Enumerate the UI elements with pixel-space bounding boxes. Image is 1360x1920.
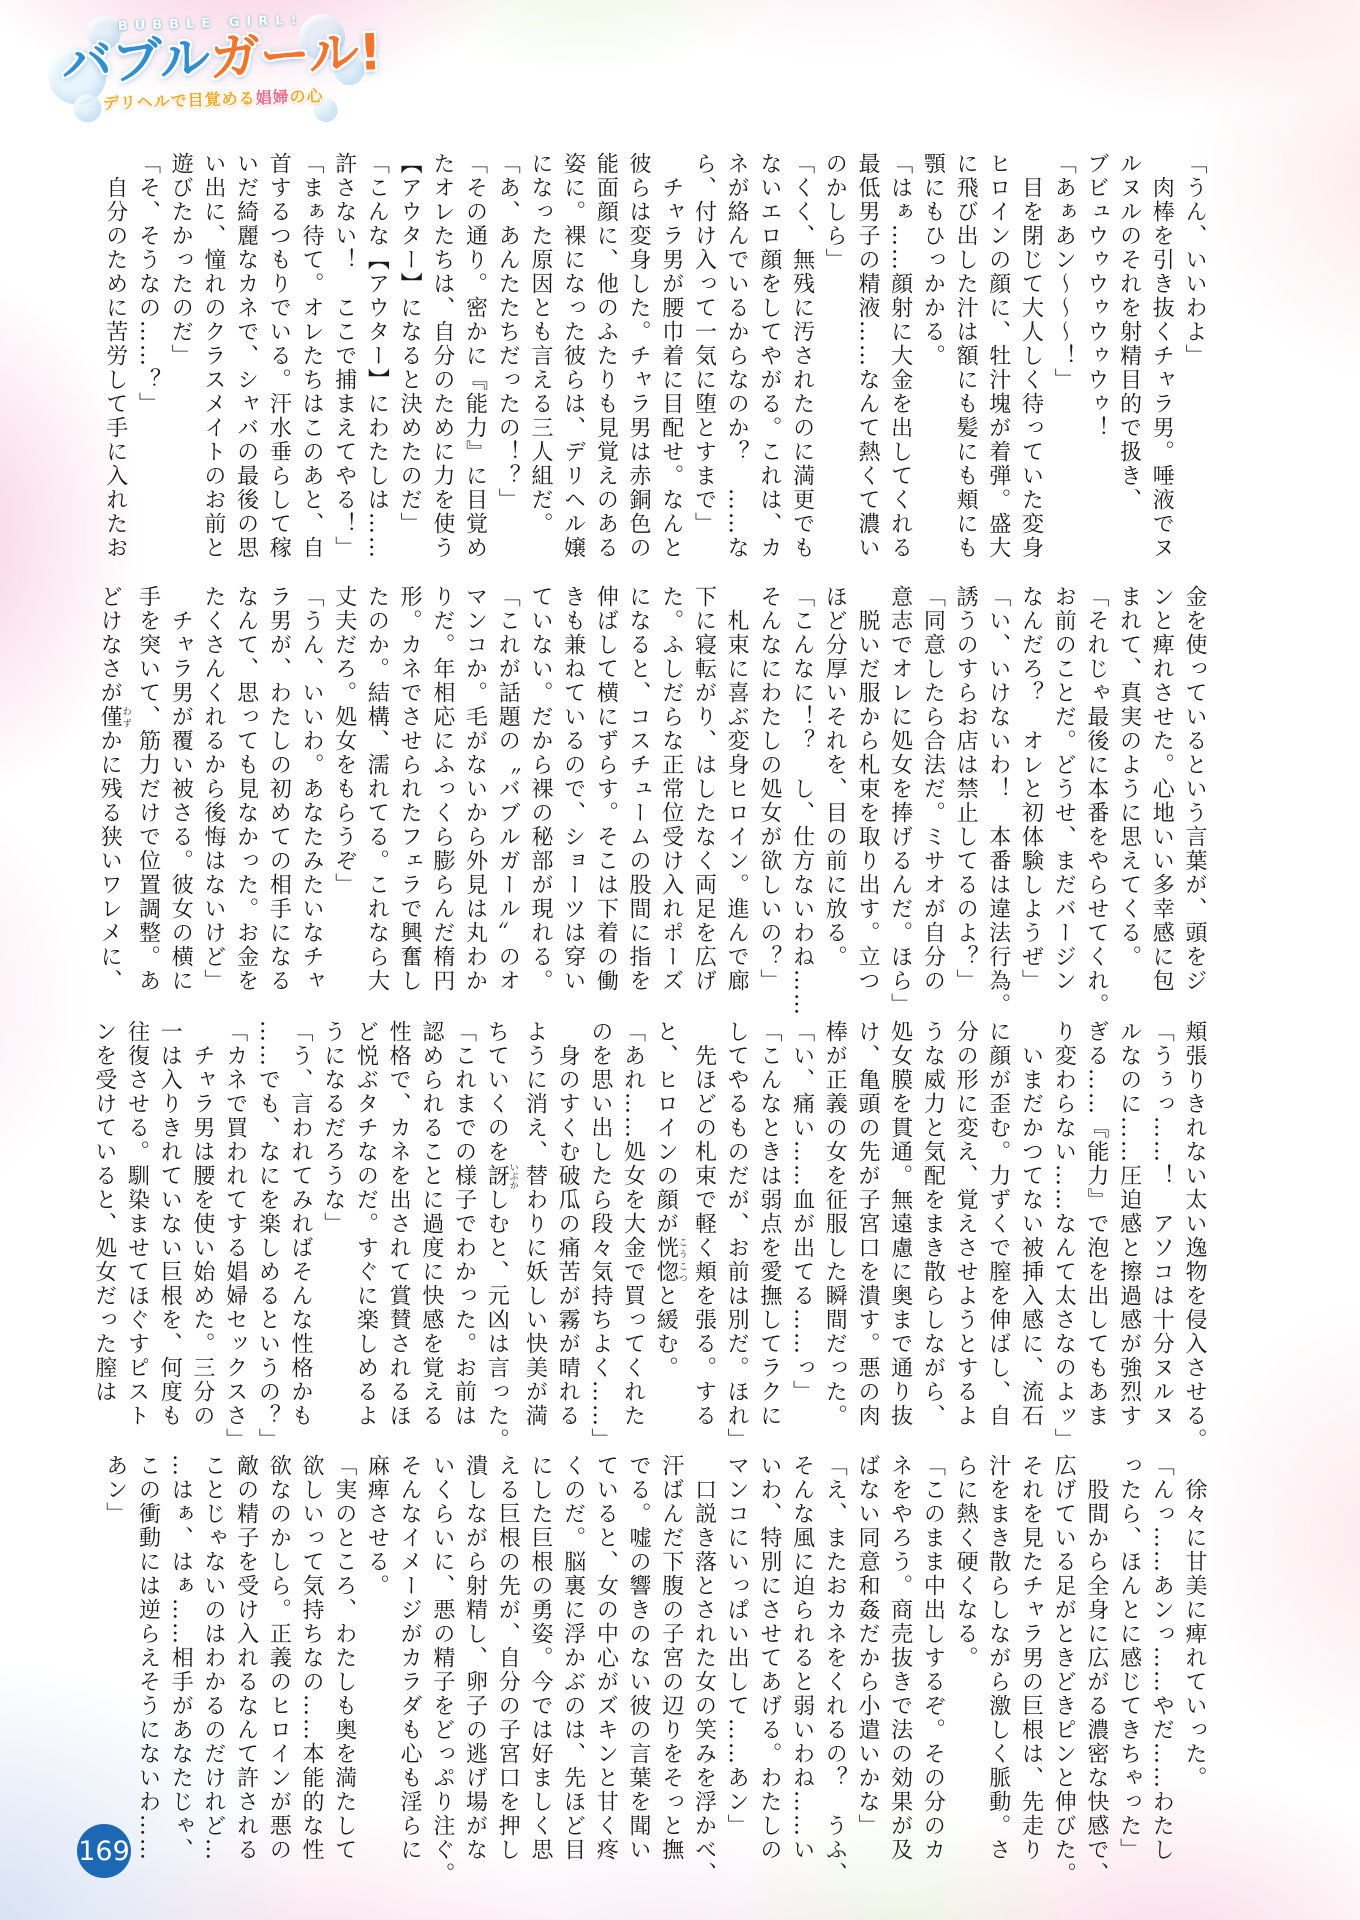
text-column: 「あれ……処女を大金で買ってくれた: [620, 1020, 646, 1428]
text-column: 能面顔に、他のふたりも見覚えのある: [593, 152, 619, 560]
text-column: 汁をまき散らしながら激しく脈動。さ: [985, 1454, 1011, 1862]
text-column: それを見たチャラ男の巨根は、先走り: [1018, 1454, 1044, 1862]
text-column: 伸ばして横にずらす。そこは下着の働: [593, 585, 619, 993]
text-column: きも兼ねているので、ショーツは穿い: [560, 585, 586, 993]
text-column: いだ綺麗なカネで、シャバの最後の思: [233, 152, 259, 560]
ruby-annotation: 僅わず: [97, 705, 131, 729]
logo-subtitle-post: の心: [289, 86, 324, 107]
text-column: ンを受けていると、処女だった膣は: [91, 1020, 117, 1404]
text-column: 認められることに過度に快感を覚える: [418, 1020, 444, 1428]
text-column: 一は入りきれていない巨根を、何度も: [157, 1020, 183, 1428]
text-column: 「い、いけないわ！ 本番は違法行為。: [985, 585, 1011, 1017]
text-column: たくさんくれるから後悔はないけど」: [200, 585, 226, 993]
text-column: 「んっ……あンっ……やだ……わたし: [1149, 1454, 1175, 1862]
text-column: ど悦ぶタチなのだ。すぐに楽しめるよ: [353, 1020, 379, 1428]
text-column: 「まぁ待て。オレたちはこのあと、自: [299, 152, 325, 560]
text-column: える巨根の先が、自分の子宮口を押し: [495, 1454, 521, 1862]
page-number: 169: [78, 1835, 130, 1867]
text-column: 形。カネでさせられたフェラで興奮し: [397, 585, 423, 993]
text-column: に顔が歪む。力ずくで膣を伸ばし、自: [985, 1020, 1011, 1428]
text-column: 札束に喜ぶ変身ヒロイン。進んで廊: [724, 609, 750, 993]
text-column: たオレたちは、自分のために力を使う: [429, 152, 455, 560]
text-column: どけなさが僅わずかに残る狭いワレメに、: [97, 585, 131, 993]
text-column: 許さない！ ここで捕まえてやる！」: [331, 152, 357, 560]
text-band-1: [95, 152, 1210, 585]
logo-subtitle-emphasis: 娼婦: [255, 87, 290, 108]
text-column: 欲なのかしら。正義のヒロインが悪の: [266, 1454, 292, 1862]
text-column: 「カネで買われてする娼婦セックスさ」: [222, 1020, 248, 1452]
text-column: 口説き落とされた女の笑みを浮かべ、: [691, 1478, 717, 1886]
text-column: 「う、言われてみればそんな性格かも: [288, 1020, 314, 1428]
text-column: お前のことだ。どうせ、まだバージン: [1051, 585, 1077, 993]
text-column: 「これが話題の〝バブルガール〞のオ: [495, 585, 521, 993]
text-column: いくらいに、悪の精子をどっぷり注ぐ。: [429, 1454, 455, 1886]
text-column: に飛び出した汁は額にも髪にも頬にも: [953, 152, 979, 560]
text-column: マンコか。毛がないから外見は丸わか: [462, 585, 488, 993]
text-column: 【アウター】になると決めたのだ」: [397, 152, 423, 536]
text-column: 誘うのすらお店は禁止してるのよ？」: [953, 585, 979, 993]
text-column: チャラ男が腰巾着に目配せ。なんと: [658, 176, 684, 560]
text-column: 丈夫だろ。処女をもらうぞ」: [331, 585, 357, 897]
text-column: になると、コスチュームの股間に指を: [626, 585, 652, 993]
text-column: うな威力と気配をまき散らしながら、: [920, 1020, 946, 1428]
text-column: 手を突いて、筋力だけで位置調整。あ: [135, 585, 161, 993]
text-band-4: [95, 1454, 1210, 1887]
text-column: 「はぁ……顔射に大金を出してくれる: [887, 152, 913, 560]
text-column: 「このまま中出しするぞ。その分のカ: [920, 1454, 946, 1862]
text-column: ように消え、替わりに妖しい快美が満: [522, 1020, 548, 1428]
text-column: 身のすくむ破瓜の痛苦が霧が晴れる: [555, 1044, 581, 1428]
text-column: 性格で、カネを出されて賞賛されるほ: [386, 1020, 412, 1428]
text-column: ことじゃないのはわかるのだけれど…: [200, 1454, 226, 1862]
text-column: 最低男子の精液……なんて熱くて濃い: [854, 152, 880, 560]
logo-kicker: BUBBLE GIRL!: [117, 12, 304, 35]
text-column: になった原因とも言える三人組だ。: [527, 152, 553, 536]
text-column: らに熱く硬くなる。: [953, 1454, 979, 1670]
text-column: 往復させる。馴染ませてほぐすピスト: [124, 1020, 150, 1428]
text-column: 「こんな【アウター】にわたしは……: [364, 152, 390, 560]
text-column: 敵の精子を受け入れるなんて許される: [233, 1454, 259, 1862]
text-column: ったら、ほんとに感じてきちゃった」: [1116, 1454, 1142, 1862]
text-column: …はぁ、はぁ……相手があなたじゃ、: [168, 1454, 194, 1862]
text-column: マンコにいっぱい出して……あン」: [724, 1454, 750, 1838]
text-column: いわ、特別にさせてあげる。わたしの: [756, 1454, 782, 1862]
text-column: ルなのに……圧迫感と擦過感が強烈す: [1116, 1020, 1142, 1428]
text-column: 彼らは変身した。チャラ男は赤銅色の: [626, 152, 652, 560]
text-column: 欲しいって気持ちなの……本能的な性: [299, 1454, 325, 1862]
text-column: 「くく、無残に汚されたのに満更でも: [789, 152, 815, 560]
text-column: 股間から全身に広がる濃密な快感で、: [1083, 1478, 1109, 1886]
text-column: ばない同意和姦だから小遣いかな」: [854, 1454, 880, 1838]
text-column: にした巨根の勇姿。今では好ましく思: [527, 1454, 553, 1862]
text-column: ブビュウゥウゥウゥウゥ！: [1083, 152, 1109, 440]
page-number-badge: [77, 1824, 131, 1878]
logo-title-part2: ガール!: [208, 23, 383, 88]
text-column: 金を使っているという言葉が、頭をジ: [1182, 585, 1207, 993]
text-column: 顎にもひっかかる。: [920, 152, 946, 368]
text-column: りだ。年相応にふっくら膨らんだ楕円: [429, 585, 455, 993]
text-band-2: [95, 585, 1210, 1018]
text-column: のかしら」: [822, 152, 848, 272]
text-column: け、亀頭の先が子宮口を潰す。悪の肉: [854, 1020, 880, 1428]
text-column: そんなイメージがカラダも心も淫らに: [397, 1454, 423, 1862]
text-column: 「え、またおカネをくれるの？ うふ、: [822, 1454, 848, 1886]
text-column: 「あぁあン～～～！」: [1051, 152, 1077, 392]
text-column: 「実のところ、わたしも奥を満たして: [331, 1454, 357, 1862]
text-column: 先ほどの札束で軽く頬を張る。する: [691, 1044, 717, 1428]
text-column: り変わらない……なんて太さなのよッ」: [1051, 1020, 1077, 1452]
text-column: 「これまでの様子でわかった。お前は: [451, 1020, 477, 1428]
text-column: ンと痺れさせた。心地いい多幸感に包: [1149, 585, 1175, 993]
text-column: と、ヒロインの顔が恍惚こうこつと緩む。: [653, 1020, 687, 1380]
text-column: たのか。結構、濡れてる。これなら大: [364, 585, 390, 993]
text-column: 棒が正義の女を征服した瞬間だった。: [822, 1020, 848, 1428]
text-column: た。ふしだらな正常位受け入れポーズ: [658, 585, 684, 993]
text-column: 肉棒を引き抜くチャラ男。唾液でヌ: [1149, 176, 1175, 560]
text-column: 汗ばんだ下腹の子宮の辺りをそっと撫: [658, 1454, 684, 1862]
text-column: そんな風に迫られると弱いわね……い: [789, 1454, 815, 1862]
text-column: まれて、真実のように思えてくる。: [1116, 585, 1142, 969]
text-column: でる。嘘の響きのない彼の言葉を聞い: [626, 1454, 652, 1862]
text-column: 自分のために苦労して手に入れたお: [102, 176, 128, 560]
text-column: 目を閉じて大人しく待っていた変身: [1018, 176, 1044, 560]
text-column: そんなにわたしの処女が欲しいの？」: [756, 585, 782, 993]
text-column: なんて、思っても見なかった。お金を: [233, 585, 259, 993]
text-column: ていると、女の中心がズキンと甘く疼: [593, 1454, 619, 1862]
text-column: 「い、痛い……血が出てる……っ」: [789, 1020, 815, 1404]
text-column: 「うん、いいわよ」: [1182, 152, 1207, 368]
text-column: ほど分厚いそれを、目の前に放る。: [822, 585, 848, 969]
text-column: 「こんなときは弱点を愛撫してラクに: [756, 1020, 782, 1428]
text-column: ていない。だから裸の秘部が現れる。: [527, 585, 553, 993]
ruby-annotation: 訝いぶか: [484, 1162, 518, 1190]
text-column: い出に、憧れのクラスメイトのお前と: [200, 152, 226, 560]
text-column: 「うん、いいわ。あなたみたいなチャ: [299, 585, 325, 993]
text-column: ネをやろう。商売抜きで法の効果が及: [887, 1454, 913, 1862]
logo: [60, 11, 383, 115]
ruby-annotation: 恍惚こうこつ: [653, 1236, 687, 1284]
logo-subtitle-pre: デリヘルで目覚める: [102, 88, 256, 113]
text-column: 分の形に変え、覚えさせようとするよ: [953, 1020, 979, 1428]
text-column: 「そ、そうなの……？」: [135, 152, 161, 416]
text-column: 処女膜を貫通。無遠慮に奥まで通り抜: [887, 1020, 913, 1428]
text-column: 意志でオレに処女を捧げるんだ。ほら」: [887, 585, 913, 1017]
text-column: 「同意したら合法だ。ミサオが自分の: [920, 585, 946, 993]
text-column: のを思い出したら段々気持ちよく……」: [587, 1020, 613, 1452]
text-band-3: [91, 1020, 1210, 1453]
text-column: ないエロ顔をしてやがる。これは、カ: [756, 152, 782, 560]
text-column: いまだかつてない被挿入感に、流石: [1018, 1044, 1044, 1428]
text-column: 広げている足がときどきピンと伸びた。: [1051, 1454, 1077, 1886]
text-column: ルヌルのそれを射精目的で扱き、: [1116, 152, 1142, 512]
text-column: 「うぅっ……！ アソコは十分ヌルヌ: [1149, 1020, 1175, 1428]
text-column: チャラ男が覆い被さる。彼女の横に: [168, 609, 194, 993]
text-column: 首するつもりでいる。汗水垂らして稼: [266, 152, 292, 560]
text-column: くのだ。脳裏に浮かぶのは、先ほど目: [560, 1454, 586, 1862]
text-column: 「こんなに！？ し、仕方ないわね……: [789, 585, 815, 1017]
text-column: チャラ男は腰を使い始めた。三分の: [189, 1044, 215, 1428]
text-column: ネが絡んでいるからなのか？ ……な: [724, 152, 750, 560]
text-column: 潰しながら射精し、卵子の逃げ場がな: [462, 1454, 488, 1862]
text-column: 徐々に甘美に痺れていった。: [1182, 1478, 1207, 1790]
text-column: 脱いだ服から札束を取り出す。立つ: [854, 609, 880, 993]
text-column: あン」: [102, 1454, 128, 1526]
text-column: 遊びたかったのだ」: [168, 152, 194, 368]
text-column: ら、付け入って一気に堕とすまで」: [691, 152, 717, 536]
text-column: この衝動には逆らえそうにないわ……: [135, 1454, 161, 1862]
text-column: ……でも、なにを楽しめるというの？」: [255, 1020, 281, 1452]
text-column: 「あ、あんたたちだったの！？」: [495, 152, 521, 512]
text-column: 「その通り。密かに『能力』に目覚め: [462, 152, 488, 560]
text-column: ぎる……『能力』で泡を出してもあま: [1083, 1020, 1109, 1428]
text-column: してやるものだが、お前は別だ。ほれ」: [724, 1020, 750, 1452]
text-column: なんだろ？ オレと初体験しようぜ」: [1018, 585, 1044, 993]
text-column: 麻痺させる。: [364, 1454, 390, 1598]
text-column: うになるだろうな」: [320, 1020, 346, 1236]
text-column: ヒロインの顔に、牡汁塊が着弾。盛大: [985, 152, 1011, 560]
text-column: 下に寝転がり、はしたなく両足を広げ: [691, 585, 717, 993]
logo-title-part1: バブル: [60, 29, 211, 93]
text-column: 姿に。裸になった彼らは、デリヘル嬢: [560, 152, 586, 560]
text-column: 「それじゃ最後に本番をやらせてくれ。: [1083, 585, 1109, 1017]
text-column: 頬張りきれない太い逸物を侵入させる。: [1182, 1020, 1207, 1452]
text-column: ちていくのを訝いぶかしむと、元凶は言った。: [484, 1020, 518, 1452]
text-column: ラ男が、わたしの初めての相手になる: [266, 585, 292, 993]
